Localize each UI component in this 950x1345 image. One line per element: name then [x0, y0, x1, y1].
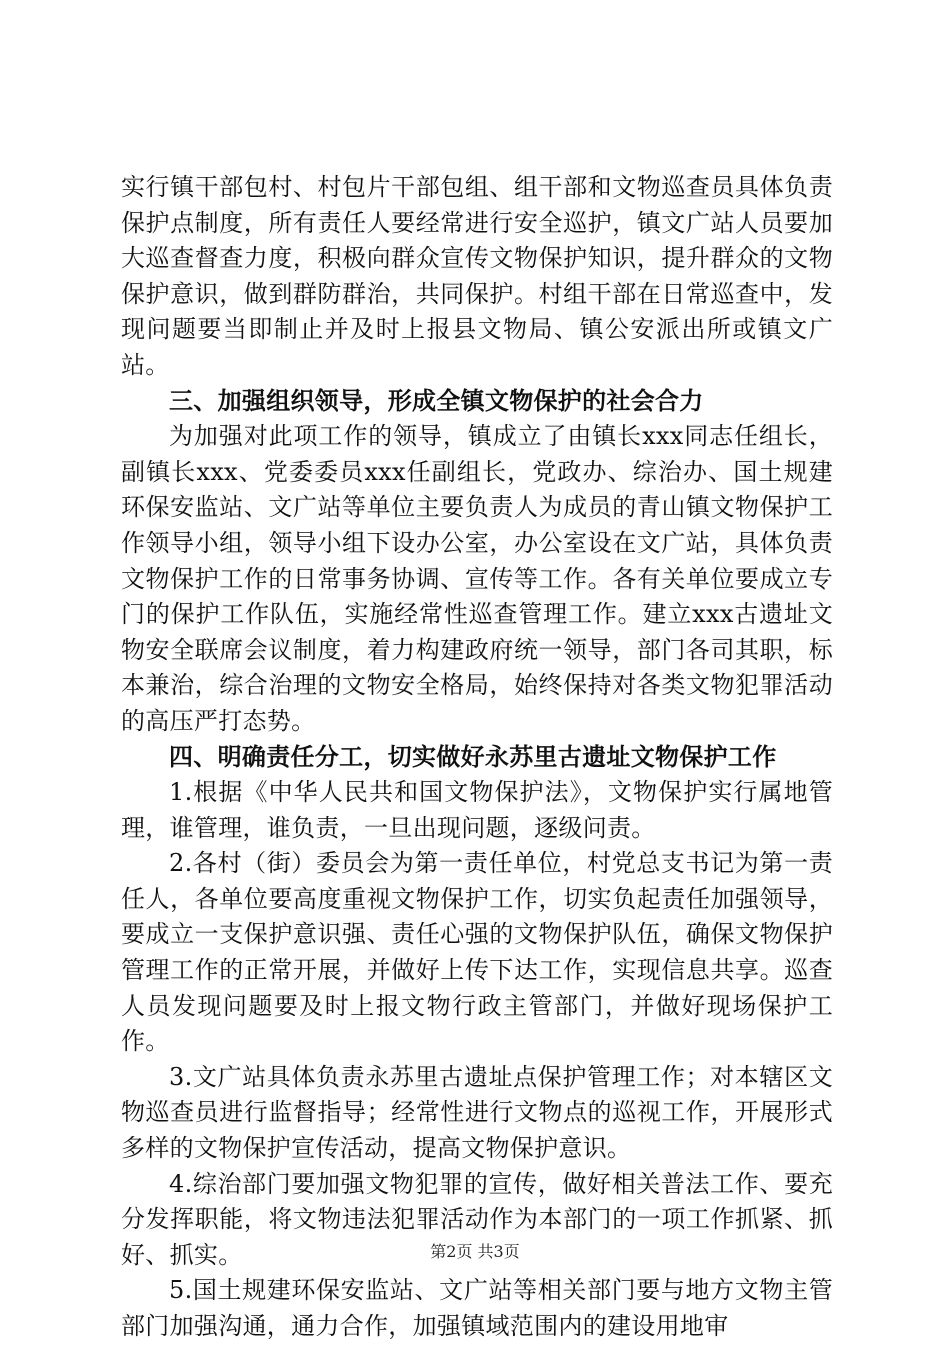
- paragraph-intro: 实行镇干部包村、村包片干部包组、组干部和文物巡查员具体负责保护点制度，所有责任人要经常进行安全巡护，镇文广站人员要加大巡查督查力度，积极向群众宣传文物保护知识，提升群众的文物保护意识，做到群防群治，共同保护。村组干部在日常巡查中，发现问题要当即制止并及时上报县文物局、镇公安派出所或镇文广站。: [121, 173, 833, 379]
- paragraph-item-4: 4.综治部门要加强文物犯罪的宣传，做好相关普法工作、要充分发挥职能，将文物违法犯罪活动作为本部门的一项工作抓紧、抓好、抓实。: [121, 1169, 833, 1269]
- document-body: [121, 170, 833, 1345]
- paragraph-item-2: 2.各村（街）委员会为第一责任单位，村党总支书记为第一责任人，各单位要高度重视文物保护工作，切实负起责任加强领导，要成立一支保护意识强、责任心强的文物保护队伍，确保文物保护管理工作的正常开展，并做好上传下达工作，实现信息共享。巡查人员发现问题要及时上报文物行政主管部门，并做好现场保护工作。: [121, 849, 833, 1056]
- paragraph-leadership: 为加强对此项工作的领导，镇成立了由镇长xxx同志任组长，副镇长xxx、党委委员xxx任副组长，党政办、综治办、国土规建环保安监站、文广站等单位主要负责人为成员的青山镇文物保护工作领导小组，领导小组下设办公室，办公室设在文广站，具体负责文物保护工作的日常事务协调、宣传等工作。各有关单位要成立专门的保护工作队伍，实施经常性巡查管理工作。建立xxx古遗址文物安全联席会议制度，着力构建政府统一领导，部门各司其职，标本兼治，综合治理的文物安全格局，始终保持对各类文物犯罪活动的高压严打态势。: [121, 422, 833, 735]
- page-number-footer: 第2页 共3页: [430, 1242, 520, 1261]
- paragraph-item-1: 1.根据《中华人民共和国文物保护法》，文物保护实行属地管理，谁管理，谁负责，一旦出现问题，逐级问责。: [121, 778, 833, 842]
- section-heading-3: 三、加强组织领导，形成全镇文物保护的社会合力: [169, 386, 704, 415]
- section-heading-4: 四、明确责任分工，切实做好永苏里古遗址文物保护工作: [169, 742, 777, 771]
- paragraph-item-5: 5.国土规建环保安监站、文广站等相关部门要与地方文物主管部门加强沟通，通力合作，加强镇域范围内的建设用地审: [121, 1276, 833, 1340]
- paragraph-item-3: 3.文广站具体负责永苏里古遗址点保护管理工作；对本辖区文物巡查员进行监督指导；经常性进行文物点的巡视工作，开展形式多样的文物保护宣传活动，提高文物保护意识。: [121, 1062, 833, 1163]
